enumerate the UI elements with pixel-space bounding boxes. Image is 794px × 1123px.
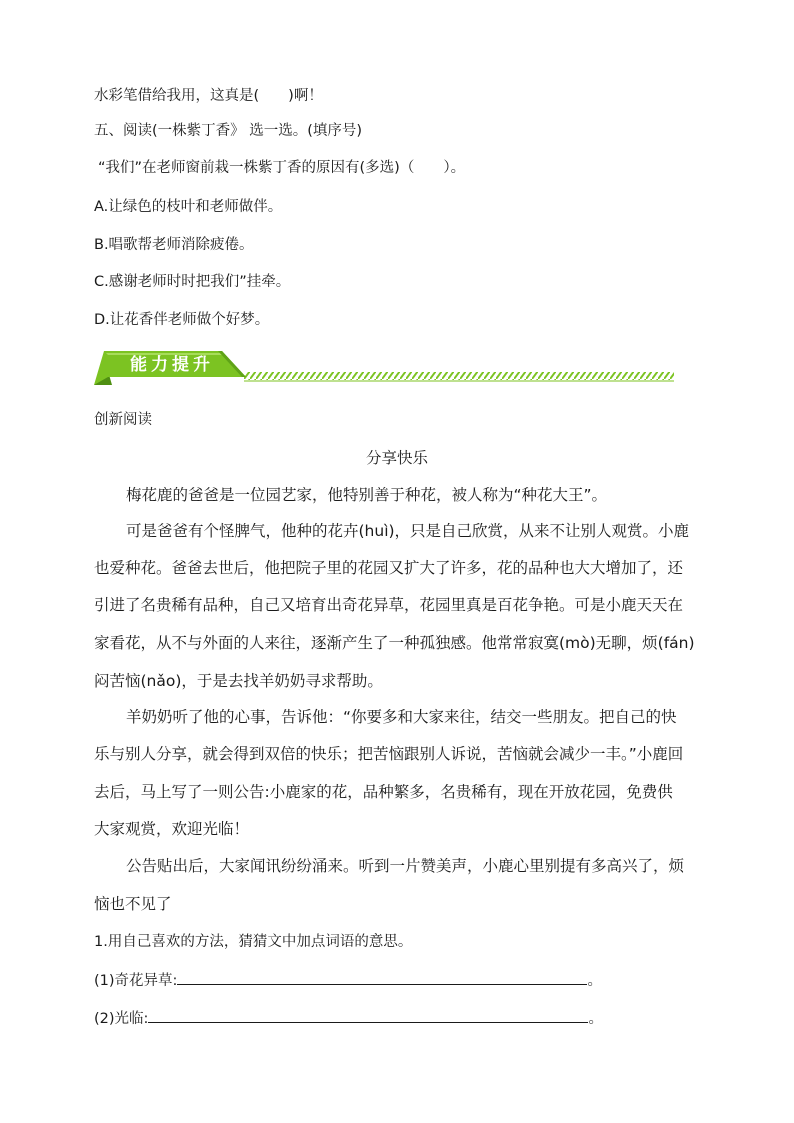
exercise1-item-label: (1)奇花异草: xyxy=(94,973,178,989)
answer-blank[interactable] xyxy=(148,1008,588,1023)
exercise1-item xyxy=(94,1008,603,1029)
reading-line: 羊奶奶听了他的心事，告诉他：“你要多和大家来往，结交一些朋友。把自己的快 xyxy=(126,708,677,726)
reading-line: 梅花鹿的爸爸是一位园艺家，他特别善于种花，被人称为“种花大王”。 xyxy=(126,486,608,504)
option-b: B.唱歌帮老师消除疲倦。 xyxy=(94,237,254,253)
exercise1-item-end: 。 xyxy=(588,1011,603,1027)
reading-line: 恼也不见了 xyxy=(94,895,172,913)
reading-line: 家看花，从不与外面的人来往，逐渐产生了一种孤独感。他常常寂寞(mò)无聊，烦(fán) xyxy=(94,634,695,652)
reading-line: 乐与别人分享，就会得到双倍的快乐；把苦恼跟别人诉说，苦恼就会减少一丰。”小鹿回 xyxy=(94,745,684,763)
section5-heading: 五、阅读(一株紫丁香》 选一选。(填序号) xyxy=(94,123,363,139)
reading-line: 公告贴出后，大家闻讯纷纷涌来。听到一片赞美声，小鹿心里别提有多高兴了，烦 xyxy=(126,857,685,875)
option-c: C.感谢老师时时把我们”挂牵。 xyxy=(94,274,291,290)
reading-line: 引进了名贵稀有品种，自己又培育出奇花异草，花园里真是百花争艳。可是小鹿天天在 xyxy=(94,596,684,614)
reading-label: 创新阅读 xyxy=(94,412,152,428)
reading-line: 也爱种花。爸爸去世后，他把院子里的花园又扩大了许多，花的品种也大大增加了，还 xyxy=(94,559,684,577)
reading-line: 闷苦恼(nǎo)，于是去找羊奶奶寻求帮助。 xyxy=(94,672,383,690)
banner-label: 能力提升 xyxy=(130,355,214,375)
banner-hatch-strip xyxy=(244,372,674,380)
reading-line: 大家观赏，欢迎光临！ xyxy=(94,820,250,838)
exercise1-prompt: 1.用自己喜欢的方法，猜猜文中加点词语的意思。 xyxy=(94,934,413,950)
section-banner xyxy=(94,347,684,389)
intro-line: 水彩笔借给我用，这真是( )啊！ xyxy=(94,88,323,104)
exercise1-item xyxy=(94,970,602,991)
section5-question: “我们”在老师窗前栽一株紫丁香的原因有(多选)（ ）。 xyxy=(98,160,466,176)
answer-blank[interactable] xyxy=(177,970,587,985)
reading-line: 可是爸爸有个怪脾气，他种的花卉(huì)，只是自己欣赏，从来不让别人观赏。小鹿 xyxy=(126,522,690,540)
exercise1-item-label: (2)光临: xyxy=(94,1011,149,1027)
option-a: A.让绿色的枝叶和老师做伴。 xyxy=(94,199,283,215)
exercise1-item-end: 。 xyxy=(587,973,602,989)
reading-title: 分享快乐 xyxy=(365,449,428,467)
reading-line: 去后，马上写了一则公告:小鹿家的花，品种繁多，名贵稀有，现在开放花园，免费供 xyxy=(94,783,673,801)
option-d: D.让花香伴老师做个好梦。 xyxy=(94,312,270,328)
